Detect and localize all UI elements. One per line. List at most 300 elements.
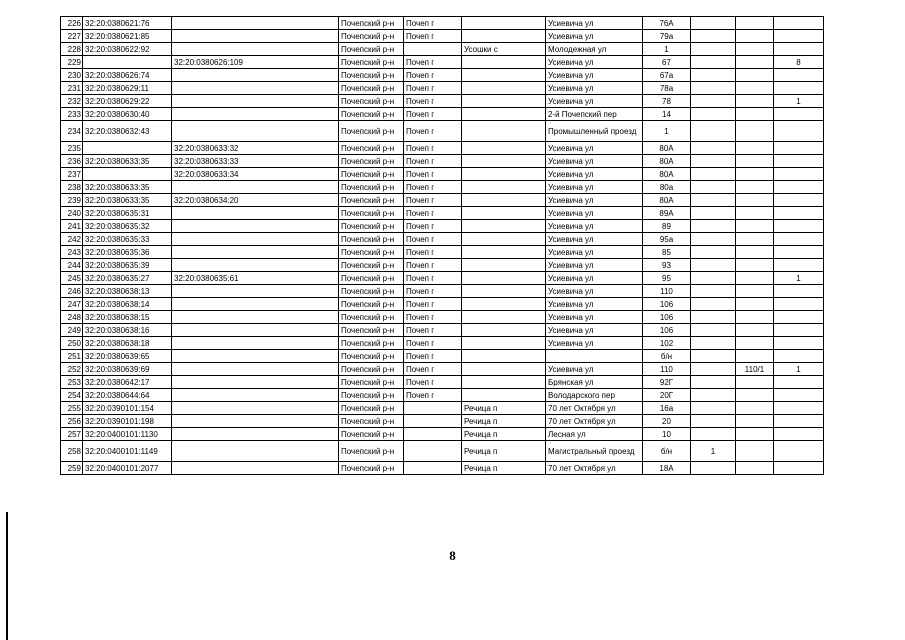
extra-col-1-cell bbox=[691, 389, 736, 402]
house-number-cell: 80А bbox=[643, 155, 691, 168]
city-cell: Почеп г bbox=[404, 69, 462, 82]
extra-col-2-cell bbox=[736, 207, 774, 220]
district-cell: Почепский р-н bbox=[339, 259, 404, 272]
table-row bbox=[61, 30, 824, 43]
extra-col-3-cell bbox=[774, 285, 824, 298]
extra-col-3-cell bbox=[774, 337, 824, 350]
cadastral-number-cell: 32:20:0400101:1130 bbox=[83, 428, 172, 441]
cadastral-number-cell: 32:20:0380635:32 bbox=[83, 220, 172, 233]
extra-col-3-cell bbox=[774, 350, 824, 363]
row-number-cell: 227 bbox=[61, 30, 83, 43]
cadastral-number-linked-cell bbox=[172, 246, 339, 259]
table-row bbox=[61, 43, 824, 56]
cadastral-number-linked-cell bbox=[172, 43, 339, 56]
extra-col-2-cell bbox=[736, 69, 774, 82]
cadastral-number-linked-cell bbox=[172, 415, 339, 428]
district-cell: Почепский р-н bbox=[339, 285, 404, 298]
extra-col-2-cell bbox=[736, 298, 774, 311]
cadastral-number-cell: 32:20:0380626:74 bbox=[83, 69, 172, 82]
extra-col-1-cell: 1 bbox=[691, 441, 736, 462]
cadastral-number-linked-cell bbox=[172, 311, 339, 324]
extra-col-1-cell bbox=[691, 142, 736, 155]
cadastral-number-linked-cell bbox=[172, 402, 339, 415]
table-row bbox=[61, 56, 824, 69]
street-cell: Лесная ул bbox=[546, 428, 643, 441]
city-cell: Почеп г bbox=[404, 363, 462, 376]
cadastral-number-cell bbox=[83, 168, 172, 181]
row-number-cell: 248 bbox=[61, 311, 83, 324]
cadastral-number-linked-cell bbox=[172, 69, 339, 82]
settlement-cell bbox=[462, 285, 546, 298]
house-number-cell: 79а bbox=[643, 30, 691, 43]
city-cell: Почеп г bbox=[404, 259, 462, 272]
row-number-cell: 234 bbox=[61, 121, 83, 142]
house-number-cell: б/н bbox=[643, 441, 691, 462]
extra-col-1-cell bbox=[691, 259, 736, 272]
extra-col-2-cell bbox=[736, 95, 774, 108]
city-cell: Почеп г bbox=[404, 155, 462, 168]
house-number-cell: 89А bbox=[643, 207, 691, 220]
row-number-cell: 247 bbox=[61, 298, 83, 311]
district-cell: Почепский р-н bbox=[339, 272, 404, 285]
city-cell: Почеп г bbox=[404, 298, 462, 311]
cadastral-number-linked-cell: 32:20:0380626:109 bbox=[172, 56, 339, 69]
district-cell: Почепский р-н bbox=[339, 69, 404, 82]
city-cell: Почеп г bbox=[404, 272, 462, 285]
settlement-cell: Речица п bbox=[462, 415, 546, 428]
cadastral-number-linked-cell bbox=[172, 428, 339, 441]
extra-col-1-cell bbox=[691, 350, 736, 363]
extra-col-2-cell bbox=[736, 181, 774, 194]
row-number-cell: 252 bbox=[61, 363, 83, 376]
cadastral-number-linked-cell: 32:20:0380635:61 bbox=[172, 272, 339, 285]
settlement-cell bbox=[462, 207, 546, 220]
table-row bbox=[61, 207, 824, 220]
extra-col-1-cell bbox=[691, 56, 736, 69]
district-cell: Почепский р-н bbox=[339, 95, 404, 108]
house-number-cell: 67а bbox=[643, 69, 691, 82]
settlement-cell bbox=[462, 246, 546, 259]
city-cell: Почеп г bbox=[404, 142, 462, 155]
extra-col-2-cell bbox=[736, 246, 774, 259]
city-cell: Почеп г bbox=[404, 324, 462, 337]
settlement-cell: Речица п bbox=[462, 402, 546, 415]
house-number-cell: 67 bbox=[643, 56, 691, 69]
district-cell: Почепский р-н bbox=[339, 298, 404, 311]
extra-col-1-cell bbox=[691, 415, 736, 428]
cadastral-number-linked-cell bbox=[172, 363, 339, 376]
table-row bbox=[61, 389, 824, 402]
house-number-cell: 92Г bbox=[643, 376, 691, 389]
street-cell: Магистральный проезд bbox=[546, 441, 643, 462]
extra-col-3-cell bbox=[774, 207, 824, 220]
settlement-cell bbox=[462, 233, 546, 246]
settlement-cell bbox=[462, 82, 546, 95]
table-row bbox=[61, 337, 824, 350]
extra-col-3-cell bbox=[774, 121, 824, 142]
settlement-cell bbox=[462, 363, 546, 376]
cadastral-number-linked-cell bbox=[172, 181, 339, 194]
extra-col-1-cell bbox=[691, 207, 736, 220]
cadastral-number-cell: 32:20:0380635:31 bbox=[83, 207, 172, 220]
row-number-cell: 242 bbox=[61, 233, 83, 246]
cadastral-number-cell: 32:20:0380639:65 bbox=[83, 350, 172, 363]
cadastral-number-cell: 32:20:0380621:85 bbox=[83, 30, 172, 43]
cadastral-number-linked-cell bbox=[172, 350, 339, 363]
house-number-cell: 95 bbox=[643, 272, 691, 285]
table-row bbox=[61, 17, 824, 30]
city-cell: Почеп г bbox=[404, 194, 462, 207]
table-row bbox=[61, 428, 824, 441]
settlement-cell bbox=[462, 259, 546, 272]
extra-col-1-cell bbox=[691, 43, 736, 56]
row-number-cell: 254 bbox=[61, 389, 83, 402]
street-cell: Усиевича ул bbox=[546, 233, 643, 246]
district-cell: Почепский р-н bbox=[339, 246, 404, 259]
binding-margin-line bbox=[6, 512, 8, 640]
cadastral-number-cell: 32:20:0380633:35 bbox=[83, 155, 172, 168]
cadastral-number-cell: 32:20:0380644:64 bbox=[83, 389, 172, 402]
extra-col-3-cell: 1 bbox=[774, 272, 824, 285]
district-cell: Почепский р-н bbox=[339, 311, 404, 324]
house-number-cell: 20 bbox=[643, 415, 691, 428]
table-row bbox=[61, 95, 824, 108]
table-row bbox=[61, 311, 824, 324]
cadastral-number-cell: 32:20:0380638:16 bbox=[83, 324, 172, 337]
table-row bbox=[61, 350, 824, 363]
district-cell: Почепский р-н bbox=[339, 428, 404, 441]
city-cell bbox=[404, 402, 462, 415]
row-number-cell: 259 bbox=[61, 462, 83, 475]
table-row bbox=[61, 69, 824, 82]
cadastral-number-cell: 32:20:0380635:27 bbox=[83, 272, 172, 285]
city-cell: Почеп г bbox=[404, 376, 462, 389]
extra-col-1-cell bbox=[691, 95, 736, 108]
city-cell bbox=[404, 428, 462, 441]
table-row bbox=[61, 108, 824, 121]
extra-col-2-cell bbox=[736, 194, 774, 207]
extra-col-3-cell bbox=[774, 259, 824, 272]
street-cell: Усиевича ул bbox=[546, 207, 643, 220]
city-cell: Почеп г bbox=[404, 181, 462, 194]
street-cell: Усиевича ул bbox=[546, 17, 643, 30]
district-cell: Почепский р-н bbox=[339, 168, 404, 181]
extra-col-2-cell bbox=[736, 285, 774, 298]
extra-col-2-cell bbox=[736, 441, 774, 462]
cadastral-number-cell: 32:20:0390101:198 bbox=[83, 415, 172, 428]
extra-col-3-cell bbox=[774, 246, 824, 259]
row-number-cell: 233 bbox=[61, 108, 83, 121]
cadastral-number-linked-cell bbox=[172, 17, 339, 30]
cadastral-number-cell: 32:20:0380622:92 bbox=[83, 43, 172, 56]
extra-col-2-cell bbox=[736, 376, 774, 389]
extra-col-3-cell bbox=[774, 69, 824, 82]
table-row bbox=[61, 246, 824, 259]
extra-col-1-cell bbox=[691, 194, 736, 207]
row-number-cell: 237 bbox=[61, 168, 83, 181]
house-number-cell: 93 bbox=[643, 259, 691, 272]
cadastral-number-linked-cell bbox=[172, 337, 339, 350]
settlement-cell bbox=[462, 272, 546, 285]
extra-col-1-cell bbox=[691, 462, 736, 475]
row-number-cell: 226 bbox=[61, 17, 83, 30]
house-number-cell: 110 bbox=[643, 363, 691, 376]
cadastral-number-cell: 32:20:0380635:33 bbox=[83, 233, 172, 246]
house-number-cell: 78а bbox=[643, 82, 691, 95]
district-cell: Почепский р-н bbox=[339, 43, 404, 56]
extra-col-2-cell bbox=[736, 43, 774, 56]
table-row bbox=[61, 181, 824, 194]
district-cell: Почепский р-н bbox=[339, 363, 404, 376]
row-number-cell: 243 bbox=[61, 246, 83, 259]
extra-col-3-cell bbox=[774, 233, 824, 246]
house-number-cell: 80А bbox=[643, 142, 691, 155]
extra-col-2-cell bbox=[736, 108, 774, 121]
city-cell: Почеп г bbox=[404, 95, 462, 108]
house-number-cell: 95а bbox=[643, 233, 691, 246]
extra-col-1-cell bbox=[691, 428, 736, 441]
row-number-cell: 258 bbox=[61, 441, 83, 462]
street-cell: Промышленный проезд bbox=[546, 121, 643, 142]
settlement-cell bbox=[462, 155, 546, 168]
extra-col-3-cell bbox=[774, 43, 824, 56]
extra-col-2-cell bbox=[736, 350, 774, 363]
extra-col-3-cell bbox=[774, 324, 824, 337]
street-cell: Усиевича ул bbox=[546, 285, 643, 298]
district-cell: Почепский р-н bbox=[339, 441, 404, 462]
row-number-cell: 238 bbox=[61, 181, 83, 194]
settlement-cell bbox=[462, 95, 546, 108]
cadastral-number-linked-cell bbox=[172, 389, 339, 402]
city-cell: Почеп г bbox=[404, 337, 462, 350]
extra-col-2-cell bbox=[736, 259, 774, 272]
street-cell: Усиевича ул bbox=[546, 56, 643, 69]
district-cell: Почепский р-н bbox=[339, 30, 404, 43]
table-row bbox=[61, 324, 824, 337]
extra-col-3-cell bbox=[774, 155, 824, 168]
street-cell: Володарского пер bbox=[546, 389, 643, 402]
cadastral-number-linked-cell bbox=[172, 220, 339, 233]
settlement-cell bbox=[462, 324, 546, 337]
cadastral-number-cell: 32:20:0380642:17 bbox=[83, 376, 172, 389]
city-cell: Почеп г bbox=[404, 389, 462, 402]
city-cell: Почеп г bbox=[404, 246, 462, 259]
extra-col-3-cell bbox=[774, 376, 824, 389]
district-cell: Почепский р-н bbox=[339, 337, 404, 350]
row-number-cell: 246 bbox=[61, 285, 83, 298]
settlement-cell bbox=[462, 350, 546, 363]
extra-col-1-cell bbox=[691, 233, 736, 246]
district-cell: Почепский р-н bbox=[339, 155, 404, 168]
district-cell: Почепский р-н bbox=[339, 108, 404, 121]
district-cell: Почепский р-н bbox=[339, 194, 404, 207]
street-cell: Усиевича ул bbox=[546, 168, 643, 181]
settlement-cell bbox=[462, 389, 546, 402]
cadastral-number-cell: 32:20:0380621:76 bbox=[83, 17, 172, 30]
cadastral-number-linked-cell bbox=[172, 82, 339, 95]
extra-col-1-cell bbox=[691, 298, 736, 311]
settlement-cell bbox=[462, 376, 546, 389]
extra-col-2-cell bbox=[736, 121, 774, 142]
extra-col-2-cell bbox=[736, 402, 774, 415]
extra-col-1-cell bbox=[691, 220, 736, 233]
settlement-cell: Речица п bbox=[462, 441, 546, 462]
house-number-cell: 76А bbox=[643, 17, 691, 30]
extra-col-1-cell bbox=[691, 376, 736, 389]
row-number-cell: 253 bbox=[61, 376, 83, 389]
extra-col-1-cell bbox=[691, 272, 736, 285]
house-number-cell: 80а bbox=[643, 181, 691, 194]
settlement-cell bbox=[462, 194, 546, 207]
extra-col-2-cell: 110/1 bbox=[736, 363, 774, 376]
extra-col-1-cell bbox=[691, 363, 736, 376]
extra-col-3-cell bbox=[774, 17, 824, 30]
row-number-cell: 239 bbox=[61, 194, 83, 207]
table-row bbox=[61, 402, 824, 415]
row-number-cell: 241 bbox=[61, 220, 83, 233]
extra-col-3-cell bbox=[774, 402, 824, 415]
district-cell: Почепский р-н bbox=[339, 376, 404, 389]
district-cell: Почепский р-н bbox=[339, 181, 404, 194]
table-row bbox=[61, 194, 824, 207]
cadastral-number-linked-cell bbox=[172, 376, 339, 389]
city-cell: Почеп г bbox=[404, 30, 462, 43]
row-number-cell: 229 bbox=[61, 56, 83, 69]
extra-col-3-cell bbox=[774, 181, 824, 194]
extra-col-2-cell bbox=[736, 389, 774, 402]
cadastral-number-linked-cell bbox=[172, 298, 339, 311]
settlement-cell bbox=[462, 69, 546, 82]
cadastral-number-linked-cell: 32:20:0380634:20 bbox=[172, 194, 339, 207]
table-row bbox=[61, 259, 824, 272]
house-number-cell: 106 bbox=[643, 311, 691, 324]
extra-col-3-cell bbox=[774, 415, 824, 428]
street-cell: Усиевича ул bbox=[546, 259, 643, 272]
street-cell: Брянская ул bbox=[546, 376, 643, 389]
extra-col-3-cell bbox=[774, 108, 824, 121]
house-number-cell: 16а bbox=[643, 402, 691, 415]
city-cell: Почеп г bbox=[404, 121, 462, 142]
extra-col-1-cell bbox=[691, 30, 736, 43]
table-row bbox=[61, 415, 824, 428]
extra-col-1-cell bbox=[691, 17, 736, 30]
district-cell: Почепский р-н bbox=[339, 121, 404, 142]
settlement-cell bbox=[462, 181, 546, 194]
row-number-cell: 257 bbox=[61, 428, 83, 441]
house-number-cell: 80А bbox=[643, 194, 691, 207]
cadastral-number-linked-cell bbox=[172, 462, 339, 475]
page-number: 8 bbox=[449, 548, 456, 563]
settlement-cell bbox=[462, 311, 546, 324]
street-cell: Усиевича ул bbox=[546, 142, 643, 155]
extra-col-2-cell bbox=[736, 30, 774, 43]
settlement-cell bbox=[462, 17, 546, 30]
cadastral-number-linked-cell bbox=[172, 121, 339, 142]
street-cell: Усиевича ул bbox=[546, 69, 643, 82]
city-cell: Почеп г bbox=[404, 233, 462, 246]
settlement-cell bbox=[462, 108, 546, 121]
cadastral-number-cell: 32:20:0380635:39 bbox=[83, 259, 172, 272]
district-cell: Почепский р-н bbox=[339, 462, 404, 475]
street-cell: 2-й Почепский пер bbox=[546, 108, 643, 121]
cadastral-number-linked-cell: 32:20:0380633:33 bbox=[172, 155, 339, 168]
city-cell bbox=[404, 462, 462, 475]
city-cell: Почеп г bbox=[404, 168, 462, 181]
house-number-cell: 14 bbox=[643, 108, 691, 121]
extra-col-2-cell bbox=[736, 56, 774, 69]
row-number-cell: 231 bbox=[61, 82, 83, 95]
street-cell: Усиевича ул bbox=[546, 298, 643, 311]
table-row bbox=[61, 285, 824, 298]
cadastral-number-linked-cell bbox=[172, 441, 339, 462]
extra-col-1-cell bbox=[691, 82, 736, 95]
street-cell: Усиевича ул bbox=[546, 220, 643, 233]
cadastral-number-linked-cell bbox=[172, 285, 339, 298]
extra-col-3-cell bbox=[774, 30, 824, 43]
row-number-cell: 249 bbox=[61, 324, 83, 337]
city-cell: Почеп г bbox=[404, 311, 462, 324]
city-cell: Почеп г bbox=[404, 220, 462, 233]
city-cell: Почеп г bbox=[404, 108, 462, 121]
cadastral-number-linked-cell bbox=[172, 108, 339, 121]
house-number-cell: 102 bbox=[643, 337, 691, 350]
district-cell: Почепский р-н bbox=[339, 82, 404, 95]
cadastral-number-linked-cell bbox=[172, 207, 339, 220]
cadastral-number-cell: 32:20:0380629:22 bbox=[83, 95, 172, 108]
cadastral-number-cell: 32:20:0390101:154 bbox=[83, 402, 172, 415]
district-cell: Почепский р-н bbox=[339, 402, 404, 415]
district-cell: Почепский р-н bbox=[339, 350, 404, 363]
district-cell: Почепский р-н bbox=[339, 142, 404, 155]
row-number-cell: 236 bbox=[61, 155, 83, 168]
extra-col-3-cell: 1 bbox=[774, 363, 824, 376]
extra-col-2-cell bbox=[736, 272, 774, 285]
street-cell bbox=[546, 350, 643, 363]
cadastral-number-linked-cell: 32:20:0380633:34 bbox=[172, 168, 339, 181]
row-number-cell: 240 bbox=[61, 207, 83, 220]
cadastral-number-cell: 32:20:0380638:14 bbox=[83, 298, 172, 311]
settlement-cell bbox=[462, 56, 546, 69]
extra-col-2-cell bbox=[736, 168, 774, 181]
extra-col-2-cell bbox=[736, 17, 774, 30]
extra-col-1-cell bbox=[691, 285, 736, 298]
street-cell: Усиевича ул bbox=[546, 324, 643, 337]
street-cell: 70 лет Октября ул bbox=[546, 415, 643, 428]
extra-col-3-cell bbox=[774, 168, 824, 181]
extra-col-2-cell bbox=[736, 428, 774, 441]
table-row bbox=[61, 82, 824, 95]
cadastral-number-linked-cell: 32:20:0380633:32 bbox=[172, 142, 339, 155]
extra-col-2-cell bbox=[736, 233, 774, 246]
table-row bbox=[61, 376, 824, 389]
extra-col-3-cell: 8 bbox=[774, 56, 824, 69]
district-cell: Почепский р-н bbox=[339, 389, 404, 402]
extra-col-3-cell bbox=[774, 389, 824, 402]
extra-col-3-cell bbox=[774, 194, 824, 207]
street-cell: Усиевича ул bbox=[546, 272, 643, 285]
address-register-table bbox=[60, 16, 824, 475]
extra-col-1-cell bbox=[691, 121, 736, 142]
extra-col-3-cell bbox=[774, 82, 824, 95]
extra-col-3-cell bbox=[774, 462, 824, 475]
city-cell: Почеп г bbox=[404, 285, 462, 298]
house-number-cell: б/н bbox=[643, 350, 691, 363]
row-number-cell: 230 bbox=[61, 69, 83, 82]
street-cell: Усиевича ул bbox=[546, 181, 643, 194]
city-cell bbox=[404, 43, 462, 56]
settlement-cell bbox=[462, 220, 546, 233]
house-number-cell: 106 bbox=[643, 298, 691, 311]
